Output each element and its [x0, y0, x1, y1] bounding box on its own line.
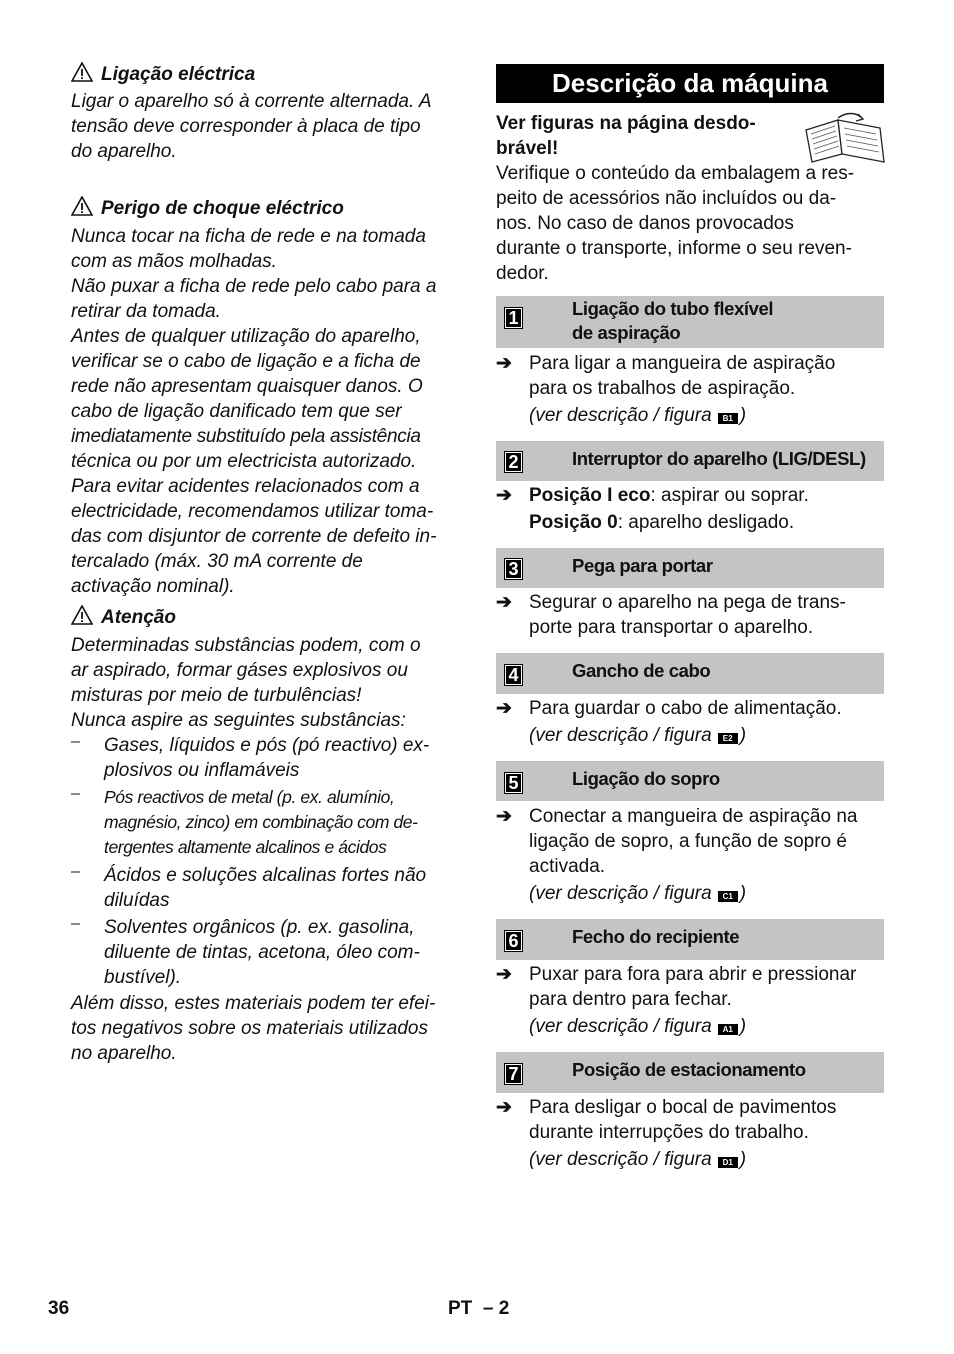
section-heading: Ligação do tubo flexível de aspiração	[572, 298, 774, 343]
section-header-7	[496, 1052, 884, 1093]
intro-heading: Ver figuras na página desdo- brável!	[496, 113, 756, 159]
section-heading: Gancho de cabo	[572, 660, 711, 681]
section-body-2: ➔ Posição I eco: aspirar ou soprar. Posição 0: aparelho desligado.	[496, 485, 809, 533]
arrow-icon: ➔	[496, 1097, 512, 1118]
section-body-7: ➔ Para desligar o bocal de pavimentos durante interrupções do trabalho. (ver descrição / figura D1 )	[496, 1097, 837, 1170]
section-header-4	[496, 653, 884, 694]
arrow-icon: ➔	[496, 592, 512, 613]
section-body-4: ➔ Para guardar o cabo de alimentação. (ver descrição / figura E2 )	[496, 698, 842, 746]
arrow-icon: ➔	[496, 806, 512, 827]
section-header-5	[496, 761, 884, 801]
list-item: – Solventes orgânicos (p. ex. gasolina, diluente de tintas, acetona, óleo com- bustível).	[71, 915, 420, 988]
warning-triangle-icon	[71, 196, 93, 216]
section-heading: Ligação do sopro	[572, 768, 720, 789]
warning-text-shock: Nunca tocar na ficha de rede e na tomada com as mãos molhadas. Não puxar a ficha de rede pelo cabo para a retirar da tomada. Antes de qualquer utilização do aparelho, verificar se o cabo de ligação e a ficha de rede não apresentam quaisquer danos. O cabo de ligação danificado tem que ser imediatamente substituído pela assistência técnica ou por um electricista autorizado. Para evitar acidentes relacionados com a electricidade, recomendamos utilizar toma- das com disjuntor de corrente de defeito in- tercalado (máx. 30 mA corrente de activação nominal).	[71, 226, 437, 597]
section-number-badge: 7	[504, 1063, 523, 1085]
list-item: – Gases, líquidos e pós (pó reactivo) ex- plosivos ou inflamáveis	[71, 733, 430, 781]
section-body-6: ➔ Puxar para fora para abrir e pressionar para dentro para fechar. (ver descrição / figura A1 )	[496, 964, 857, 1037]
page-language-label: PT – 2	[448, 1298, 510, 1319]
figure-reference-icon: A1	[718, 1024, 738, 1035]
section-header-3	[496, 548, 884, 588]
section-number-badge: 1	[504, 307, 523, 329]
figure-reference-icon: B1	[718, 413, 738, 424]
section-title: Descrição da máquina	[496, 64, 884, 103]
warning-heading-attention: Atenção	[71, 605, 176, 630]
arrow-icon: ➔	[496, 964, 512, 985]
warning-text-electrical: Ligar o aparelho só à corrente alternada. A tensão deve corresponder à placa de tipo do aparelho.	[71, 91, 432, 162]
section-header-2	[496, 441, 884, 481]
section-heading: Posição de estacionamento	[572, 1059, 806, 1080]
figure-reference-icon: C1	[718, 891, 738, 902]
section-body-1: ➔ Para ligar a mangueira de aspiração para os trabalhos de aspiração. (ver descrição / figura B1 )	[496, 353, 836, 426]
warning-triangle-icon	[71, 605, 93, 625]
section-heading: Pega para portar	[572, 555, 713, 576]
figure-reference-icon: D1	[718, 1157, 738, 1168]
warning-text-attention: Determinadas substâncias podem, com o ar aspirado, formar gáses explosivos ou misturas por meio de turbulências! Nunca aspire as seguintes substâncias: – Gases, líquidos e pós (pó reactivo) ex- plosivos ou inflamáveis – Pós reactivos de metal (p. ex. alumínio, magnésio, zinco) em combinação com de- tergentes altamente alcalinos e ácidos – Ácidos e soluções alcalinas fortes não diluídas – Solventes orgânicos (p. ex. gasolina, diluente de tintas, acetona, óleo com- bustível). Além disso, estes materiais podem ter efei- tos negativos sobre os materiais utilizados no aparelho.	[71, 633, 463, 1066]
section-number-badge: 5	[504, 772, 523, 794]
arrow-icon: ➔	[496, 353, 512, 374]
intro-text: Verifique o conteúdo da embalagem a res- peito de acessórios não incluídos ou da- nos. No caso de danos provocados durante o transporte, informe o seu reven- dedor.	[496, 163, 855, 284]
list-item: – Ácidos e soluções alcalinas fortes não diluídas	[71, 863, 427, 911]
section-header-6	[496, 919, 884, 960]
figure-reference-icon: E2	[718, 733, 738, 744]
section-number-badge: 4	[504, 664, 523, 686]
section-number-badge: 6	[504, 930, 523, 952]
section-number-badge: 3	[504, 558, 523, 580]
warning-heading-electrical: Ligação eléctrica	[71, 62, 255, 87]
section-body-3: ➔ Segurar o aparelho na pega de trans- porte para transportar o aparelho.	[496, 592, 846, 638]
section-heading: Interruptor do aparelho (LIG/DESL)	[572, 448, 866, 469]
warning-triangle-icon	[71, 62, 93, 82]
page-number: 36	[48, 1298, 70, 1319]
section-heading: Fecho do recipiente	[572, 926, 740, 947]
arrow-icon: ➔	[496, 698, 512, 719]
list-item: – Pós reactivos de metal (p. ex. alumínio, magnésio, zinco) em combinação com de- tergentes altamente alcalinos e ácidos	[71, 785, 418, 857]
warning-heading-shock: Perigo de choque eléctrico	[71, 196, 344, 221]
section-body-5: ➔ Conectar a mangueira de aspiração na ligação de sopro, a função de sopro é activada. (ver descrição / figura C1 )	[496, 806, 858, 904]
arrow-icon: ➔	[496, 485, 512, 506]
section-number-badge: 2	[504, 451, 523, 473]
open-book-icon	[802, 112, 886, 164]
section-header-1	[496, 296, 884, 348]
